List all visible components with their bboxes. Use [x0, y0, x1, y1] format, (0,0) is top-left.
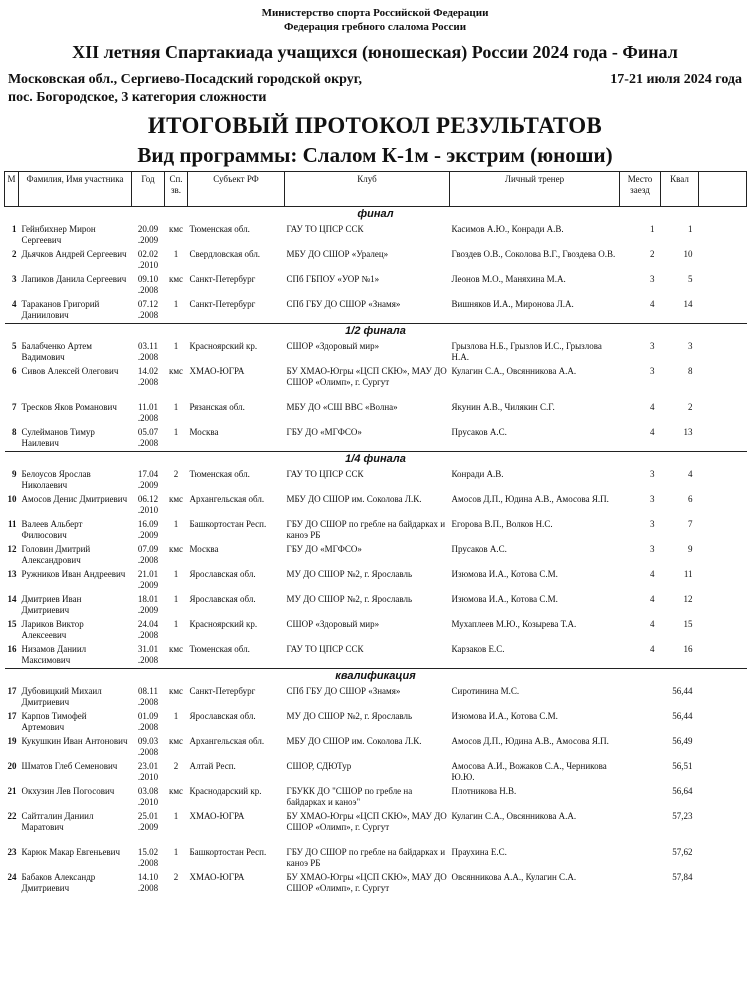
row-rank: кмс — [168, 366, 184, 376]
section-title: квалификация — [5, 669, 747, 686]
table-row — [5, 543, 747, 568]
row-empty — [699, 340, 747, 365]
row-year: 07.12 .2008 — [137, 299, 159, 320]
table-row — [5, 568, 747, 593]
row-qual: 3 — [688, 341, 693, 351]
row-name: Лапиков Данила Сергеевич — [21, 274, 127, 284]
table-row — [5, 710, 747, 735]
row-year: 24.04 .2008 — [137, 619, 159, 640]
row-place: 20 — [7, 761, 17, 771]
row-region: Ярославская обл. — [189, 569, 256, 579]
row-year: 03.08 .2010 — [137, 786, 159, 807]
discipline-title: Вид программы: Слалом К-1м - экстрим (юноши) — [137, 143, 613, 167]
row-name: Карпов Тимофей Артемович — [21, 711, 87, 732]
table-row — [5, 760, 747, 785]
row-heat: 4 — [650, 569, 655, 579]
row-name: Сивов Алексей Олегович — [21, 366, 119, 376]
row-name: Тресков Яков Романович — [21, 402, 117, 412]
row-coach: Касимов А.Ю., Конради А.В. — [451, 224, 564, 234]
row-place: 13 — [7, 569, 17, 579]
row-place: 12 — [7, 544, 17, 554]
row-qual: 56,49 — [672, 736, 693, 746]
row-heat — [620, 685, 661, 710]
section-header — [5, 669, 747, 686]
row-coach: Кулагин С.А., Овсянникова А.А. — [451, 366, 577, 376]
col-empty — [699, 172, 747, 207]
row-qual: 57,62 — [672, 847, 693, 857]
row-name: Кукушкин Иван Антонович — [21, 736, 128, 746]
col-region: Субъект РФ — [188, 172, 285, 207]
row-region: ХМАО-ЮГРА — [189, 366, 245, 376]
row-place: 8 — [12, 427, 17, 437]
row-region: Ярославская обл. — [189, 711, 256, 721]
row-heat: 4 — [650, 427, 655, 437]
row-year: 01.09 .2008 — [137, 711, 159, 732]
row-empty — [699, 710, 747, 735]
row-heat: 4 — [650, 299, 655, 309]
row-region: Башкортостан Респ. — [189, 519, 267, 529]
row-heat: 4 — [650, 402, 655, 412]
row-region: Москва — [189, 544, 219, 554]
row-coach: Праухина Е.С. — [451, 847, 507, 857]
row-name: Окхузин Лев Погосович — [21, 786, 115, 796]
row-heat: 2 — [650, 249, 655, 259]
table-row — [5, 618, 747, 643]
row-empty — [699, 618, 747, 643]
row-club: БУ ХМАО-Югры «ЦСП СКЮ», МАУ ДО СШОР «Олимп», г. Сургут — [286, 872, 447, 893]
row-rank: 1 — [173, 519, 179, 529]
row-rank: 1 — [173, 299, 179, 309]
row-club: ГБУ ДО «МГФСО» — [286, 427, 362, 437]
row-empty — [699, 298, 747, 324]
table-row — [5, 871, 747, 907]
row-qual: 2 — [688, 402, 693, 412]
table-row — [5, 223, 747, 248]
row-name: Балабченко Артем Вадимович — [21, 341, 92, 362]
row-qual: 56,44 — [672, 711, 693, 721]
row-empty — [699, 568, 747, 593]
row-region: Свердловская обл. — [189, 249, 261, 259]
row-heat: 3 — [650, 519, 655, 529]
table-row — [5, 735, 747, 760]
col-place: М — [5, 172, 19, 207]
col-club: Клуб — [285, 172, 450, 207]
row-year: 21.01 .2009 — [137, 569, 159, 590]
row-heat: 4 — [650, 594, 655, 604]
table-row — [5, 248, 747, 273]
row-rank: 1 — [173, 811, 179, 821]
section-title: 1/2 финала — [5, 324, 747, 341]
row-club: БУ ХМАО-Югры «ЦСП СКЮ», МАУ ДО СШОР «Олимп», г. Сургут — [286, 811, 447, 832]
venue-line-1: Московская обл., Сергиево-Посадский городской округ, — [8, 72, 363, 87]
row-club: СПб ГБУ ДО СШОР «Знамя» — [286, 686, 401, 696]
row-qual: 56,51 — [672, 761, 693, 771]
row-name: Тараканов Григорий Даниилович — [21, 299, 100, 320]
row-heat — [620, 735, 661, 760]
row-club: МБУ ДО «СШ ВВС «Волна» — [286, 402, 398, 412]
col-coach: Личный тренер — [450, 172, 620, 207]
row-place: 22 — [7, 811, 17, 821]
row-name: Ружников Иван Андреевич — [21, 569, 126, 579]
row-club: ГБУ ДО СШОР по гребле на байдарках и каноэ РБ — [286, 519, 446, 540]
row-rank: 1 — [173, 594, 179, 604]
row-qual: 13 — [683, 427, 693, 437]
row-year: 06.12 .2010 — [137, 494, 159, 515]
row-year: 14.10 .2008 — [137, 872, 159, 893]
row-empty — [699, 685, 747, 710]
row-coach: Овсянникова А.А., Кулагин С.А. — [451, 872, 577, 882]
row-club: СШОР, СДЮТур — [286, 761, 352, 771]
row-region: ХМАО-ЮГРА — [189, 811, 245, 821]
row-club: СПб ГБУ ДО СШОР «Знамя» — [286, 299, 401, 309]
row-qual: 5 — [688, 274, 693, 284]
row-qual: 1 — [688, 224, 693, 234]
row-empty — [699, 223, 747, 248]
table-row — [5, 365, 747, 401]
row-heat — [620, 871, 661, 907]
row-place: 7 — [12, 402, 17, 412]
section-title: 1/4 финала — [5, 452, 747, 469]
row-region: Тюменская обл. — [189, 644, 250, 654]
row-empty — [699, 760, 747, 785]
row-coach: Изюмова И.А., Котова С.М. — [451, 594, 558, 604]
row-region: Тюменская обл. — [189, 469, 250, 479]
row-empty — [699, 493, 747, 518]
row-coach: Амосова А.И., Вожаков С.А., Черникова Ю.Ю. — [451, 761, 607, 782]
row-year: 17.04 .2009 — [137, 469, 159, 490]
row-qual: 56,44 — [672, 686, 693, 696]
row-name: Лариков Виктор Алексеевич — [21, 619, 84, 640]
section-title: финал — [5, 207, 747, 224]
row-club: БУ ХМАО-Югры «ЦСП СКЮ», МАУ ДО СШОР «Олимп», г. Сургут — [286, 366, 447, 387]
row-year: 31.01 .2008 — [137, 644, 159, 665]
row-region: Алтай Респ. — [189, 761, 236, 771]
row-year: 18.01 .2009 — [137, 594, 159, 615]
row-empty — [699, 468, 747, 493]
row-empty — [699, 248, 747, 273]
row-heat: 4 — [650, 644, 655, 654]
row-club: ГБУ ДО СШОР по гребле на байдарках и каноэ РБ — [286, 847, 446, 868]
row-place: 19 — [7, 736, 17, 746]
row-place: 9 — [12, 469, 17, 479]
row-qual: 9 — [688, 544, 693, 554]
document-title: ИТОГОВЫЙ ПРОТОКОЛ РЕЗУЛЬТАТОВ — [147, 113, 603, 138]
table-row — [5, 426, 747, 452]
row-region: Архангельская обл. — [189, 494, 265, 504]
event-dates: 17-21 июля 2024 года — [610, 72, 742, 87]
row-coach: Плотникова Н.В. — [451, 786, 517, 796]
row-club: СШОР «Здоровый мир» — [286, 619, 380, 629]
col-name: Фамилия, Имя участника — [19, 172, 132, 207]
row-year: 20.09 .2009 — [137, 224, 159, 245]
row-year: 14.02 .2008 — [137, 366, 159, 387]
row-rank: кмс — [168, 274, 184, 284]
row-place: 21 — [7, 786, 17, 796]
row-club: ГАУ ТО ЦПСР ССК — [286, 469, 364, 479]
row-empty — [699, 593, 747, 618]
row-coach: Прусаков А.С. — [451, 544, 507, 554]
row-place: 17 — [7, 686, 17, 696]
row-place: 17 — [7, 711, 17, 721]
row-name: Дубовицкий Михаил Дмитриевич — [21, 686, 102, 707]
row-region: Москва — [189, 427, 219, 437]
table-row — [5, 518, 747, 543]
row-rank: 1 — [173, 402, 179, 412]
row-name: Сайтгалин Даниил Маратович — [21, 811, 94, 832]
table-row — [5, 468, 747, 493]
row-year: 23.01 .2010 — [137, 761, 159, 782]
row-qual: 14 — [683, 299, 693, 309]
section-header — [5, 207, 747, 224]
row-club: ГАУ ТО ЦПСР ССК — [286, 224, 364, 234]
row-year: 11.01 .2008 — [137, 402, 159, 423]
table-row — [5, 846, 747, 871]
row-rank: 2 — [173, 872, 179, 882]
row-rank: кмс — [168, 786, 184, 796]
row-year: 09.10 .2008 — [137, 274, 159, 295]
row-qual: 57,84 — [672, 872, 693, 882]
row-place: 16 — [7, 644, 17, 654]
table-row — [5, 810, 747, 846]
row-empty — [699, 735, 747, 760]
row-club: ГАУ ТО ЦПСР ССК — [286, 644, 364, 654]
row-year: 07.09 .2008 — [137, 544, 159, 565]
row-qual: 57,23 — [672, 811, 693, 821]
row-coach: Сиротинина М.С. — [451, 686, 520, 696]
row-year: 05.07 .2008 — [137, 427, 159, 448]
row-rank: кмс — [168, 644, 184, 654]
row-empty — [699, 273, 747, 298]
col-year: Год — [132, 172, 165, 207]
row-heat: 3 — [650, 366, 655, 376]
row-club: МБУ ДО СШОР «Уралец» — [286, 249, 389, 259]
row-region: Архангельская обл. — [189, 736, 265, 746]
row-coach: Изюмова И.А., Котова С.М. — [451, 569, 558, 579]
row-coach: Гвоздев О.В., Соколова В.Г., Гвоздева О.В. — [451, 249, 616, 259]
row-region: Красноярский кр. — [189, 619, 258, 629]
row-place: 11 — [7, 519, 17, 529]
row-heat — [620, 846, 661, 871]
row-club: МУ ДО СШОР №2, г. Ярославль — [286, 569, 413, 579]
row-region: Ярославская обл. — [189, 594, 256, 604]
row-rank: кмс — [168, 494, 184, 504]
row-place: 3 — [12, 274, 17, 284]
row-region: ХМАО-ЮГРА — [189, 872, 245, 882]
table-row — [5, 401, 747, 426]
row-name: Головин Дмитрий Александрович — [21, 544, 91, 565]
row-qual: 10 — [683, 249, 693, 259]
row-empty — [699, 846, 747, 871]
row-empty — [699, 871, 747, 907]
row-region: Тюменская обл. — [189, 224, 250, 234]
row-rank: 1 — [173, 711, 179, 721]
row-empty — [699, 518, 747, 543]
row-region: Санкт-Петербург — [189, 274, 256, 284]
row-coach: Амосов Д.П., Юдина А.В., Амосова Я.П. — [451, 736, 609, 746]
row-rank: 1 — [173, 847, 179, 857]
row-place: 6 — [12, 366, 17, 376]
row-coach: Амосов Д.П., Юдина А.В., Амосова Я.П. — [451, 494, 609, 504]
row-name: Белоусов Ярослав Николаевич — [21, 469, 91, 490]
row-club: МБУ ДО СШОР им. Соколова Л.К. — [286, 736, 422, 746]
row-coach: Грызлова Н.Б., Грызлов И.С., Грызлова Н.А. — [451, 341, 602, 362]
row-name: Валеев Альберт Филюсович — [21, 519, 83, 540]
row-region: Санкт-Петербург — [189, 686, 256, 696]
row-empty — [699, 785, 747, 810]
row-name: Сулейманов Тимур Наилевич — [21, 427, 95, 448]
table-row — [5, 493, 747, 518]
row-heat: 1 — [650, 224, 655, 234]
row-empty — [699, 543, 747, 568]
row-rank: 1 — [173, 249, 179, 259]
row-coach: Карзаков Е.С. — [451, 644, 505, 654]
row-empty — [699, 643, 747, 669]
row-club: ГБУ ДО «МГФСО» — [286, 544, 362, 554]
row-year: 03.11 .2008 — [137, 341, 159, 362]
row-region: Башкортостан Респ. — [189, 847, 267, 857]
row-rank: 2 — [173, 761, 179, 771]
row-rank: кмс — [168, 544, 184, 554]
row-coach: Якунин А.В., Чилякин С.Г. — [451, 402, 555, 412]
row-qual: 11 — [683, 569, 693, 579]
row-qual: 56,64 — [672, 786, 693, 796]
row-coach: Изюмова И.А., Котова С.М. — [451, 711, 558, 721]
row-club: ГБУКК ДО "СШОР по гребле на байдарках и каноэ" — [286, 786, 413, 807]
row-club: МБУ ДО СШОР им. Соколова Л.К. — [286, 494, 422, 504]
row-qual: 12 — [683, 594, 693, 604]
row-empty — [699, 810, 747, 846]
row-heat — [620, 785, 661, 810]
row-region: Красноярский кр. — [189, 341, 258, 351]
row-empty — [699, 426, 747, 452]
row-rank: кмс — [168, 686, 184, 696]
row-rank: кмс — [168, 224, 184, 234]
row-place: 5 — [12, 341, 17, 351]
row-qual: 7 — [688, 519, 693, 529]
row-rank: 1 — [173, 341, 179, 351]
venue-line-2: пос. Богородское, 3 категория сложности — [8, 90, 267, 105]
row-name: Карюк Макар Евгеньевич — [21, 847, 121, 857]
row-coach: Леонов М.О., Маняхина М.А. — [451, 274, 566, 284]
row-heat: 3 — [650, 469, 655, 479]
row-qual: 6 — [688, 494, 693, 504]
row-coach: Конради А.В. — [451, 469, 504, 479]
row-year: 09.03 .2008 — [137, 736, 159, 757]
row-heat: 3 — [650, 544, 655, 554]
row-year: 15.02 .2008 — [137, 847, 159, 868]
row-name: Шматов Глеб Семенович — [21, 761, 118, 771]
row-empty — [699, 365, 747, 401]
organization-federation: Федерация гребного слалома России — [283, 21, 467, 33]
row-region: Краснодарский кр. — [189, 786, 262, 796]
row-coach: Прусаков А.С. — [451, 427, 507, 437]
row-coach: Мухаплеев М.Ю., Козырева Т.А. — [451, 619, 577, 629]
row-year: 02.02 .2010 — [137, 249, 159, 270]
row-club: СШОР «Здоровый мир» — [286, 341, 380, 351]
row-coach: Егорова В.П., Волков Н.С. — [451, 519, 553, 529]
row-region: Рязанская обл. — [189, 402, 245, 412]
row-place: 14 — [7, 594, 17, 604]
row-place: 1 — [12, 224, 17, 234]
table-row — [5, 340, 747, 365]
section-header — [5, 452, 747, 469]
table-row — [5, 298, 747, 324]
row-name: Амосов Денис Дмитриевич — [21, 494, 128, 504]
col-rank: Сп. зв. — [165, 172, 188, 207]
row-place: 2 — [12, 249, 17, 259]
row-rank: 1 — [173, 569, 179, 579]
row-empty — [699, 401, 747, 426]
row-heat — [620, 710, 661, 735]
table-row — [5, 593, 747, 618]
row-rank: 2 — [173, 469, 179, 479]
row-region: Санкт-Петербург — [189, 299, 256, 309]
row-name: Гейнбихнер Мирон Сергеевич — [21, 224, 96, 245]
row-club: МУ ДО СШОР №2, г. Ярославль — [286, 711, 413, 721]
row-heat: 3 — [650, 341, 655, 351]
row-club: МУ ДО СШОР №2, г. Ярославль — [286, 594, 413, 604]
row-heat: 3 — [650, 494, 655, 504]
table-row — [5, 785, 747, 810]
row-name: Бабаков Александр Дмитриевич — [21, 872, 96, 893]
row-year: 25.01 .2009 — [137, 811, 159, 832]
row-coach: Кулагин С.А., Овсянникова А.А. — [451, 811, 577, 821]
event-title: XII летняя Спартакиада учащихся (юношеская) России 2024 года - Финал — [72, 42, 678, 62]
table-header-row — [5, 172, 747, 207]
row-rank: 1 — [173, 619, 179, 629]
row-name: Низамов Даниил Максимович — [21, 644, 87, 665]
row-year: 08.11 .2008 — [137, 686, 159, 707]
row-coach: Вишняков И.А., Миронова Л.А. — [451, 299, 574, 309]
row-qual: 16 — [683, 644, 693, 654]
col-heat: Место заезд — [620, 172, 661, 207]
results-table — [4, 171, 747, 907]
results-body — [5, 207, 747, 908]
row-qual: 15 — [683, 619, 693, 629]
row-place: 15 — [7, 619, 17, 629]
row-name: Дмитриев Иван Дмитриевич — [21, 594, 82, 615]
row-rank: кмс — [168, 736, 184, 746]
row-qual: 4 — [688, 469, 693, 479]
row-rank: 1 — [173, 427, 179, 437]
row-name: Дьячков Андрей Сергеевич — [21, 249, 127, 259]
row-year: 16.09 .2009 — [137, 519, 159, 540]
row-heat — [620, 760, 661, 785]
table-row — [5, 273, 747, 298]
row-place: 24 — [7, 872, 17, 882]
section-header — [5, 324, 747, 341]
table-row — [5, 685, 747, 710]
row-heat: 4 — [650, 619, 655, 629]
row-place: 4 — [12, 299, 17, 309]
table-row — [5, 643, 747, 669]
row-place: 23 — [7, 847, 17, 857]
col-qual: Квал — [661, 172, 699, 207]
row-club: СПб ГБПОУ «УОР №1» — [286, 274, 380, 284]
organization-ministry: Министерство спорта Российской Федерации — [261, 7, 489, 19]
row-heat — [620, 810, 661, 846]
row-heat: 3 — [650, 274, 655, 284]
row-place: 10 — [7, 494, 17, 504]
row-qual: 8 — [688, 366, 693, 376]
